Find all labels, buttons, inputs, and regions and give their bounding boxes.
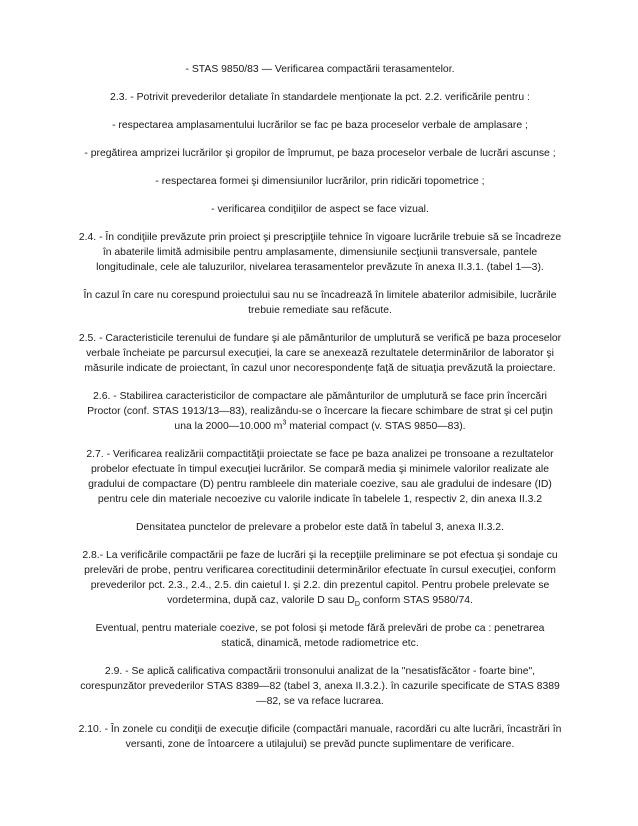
paragraph-2-5: 2.5. - Caracteristicile terenului de fundare şi ale pământurilor de umplutură se verifică pe baza proceselor verbale încheiate pe parcursul execuţiei, la care se anexează rezultatele determinărilor de laborator şi măsurile indicate de proiectant, în cazul unor necorespondenţe faţă de situaţia prevăzută la proiectare. (78, 333, 562, 374)
paragraph-2-7: 2.7. - Verificarea realizării compactităţii proiectate se face pe baza analizei pe tronsoane a rezultatelor probelor efectuate în timpul execuţiei lucrărilor. Se compară media şi minimele valorilor realizate ale gradului de compactare (D) pentru rambleele din materiale coezive, sau ale gradului de indesare (ID) pentru cele din materiale necoezive cu valorile indicate în tabelele 1, respectiv 2, din anexa II.3.2 (86, 449, 554, 505)
paragraph-ampriza: - pregătirea amprizei lucrărilor şi gropilor de împrumut, pe baza proceselor verbale de lucrări ascunse ; (84, 148, 556, 159)
paragraph-2-4: 2.4. - În condiţiile prevăzute prin proiect şi prescripţiile tehnice în vigoare lucrările trebuie să se încadreze în abaterile limită admisibile pentru amplasamente, dimensiunile secţiunii transversale, pantele longitudinale, cele ale taluzurilor, nivelarea terasamentelor prevăzute în anexa II.3.1. (tabel 1—3). (78, 232, 562, 273)
p26-text-end: material compact (v. STAS 9850—83). (286, 421, 466, 432)
paragraph-eventual: Eventual, pentru materiale coezive, se pot folosi şi metode fără prelevări de probe ca : penetrarea statică, dinamică, metode radiometrice etc. (95, 623, 545, 649)
paragraph-densitate: Densitatea punctelor de prelevare a probelor este dată în tabelul 3, anexa II.3.2. (136, 522, 504, 533)
document-page (78, 62, 562, 765)
paragraph-aspect: - verificarea condiţiilor de aspect se face vizual. (211, 204, 429, 215)
paragraph-2-3: 2.3. - Potrivit prevederilor detaliate în standardele menţionate la pct. 2.2. verificările pentru : (110, 92, 530, 103)
p26-text: 2.6. - Stabilirea caracteristicilor de compactare ale pământurilor de umplutură se face prin încercări Proctor (conf. STAS 1913/13—83), realizându-se o încercare la fiecare schimbare de strat şi cel puţin una la 2000—10.000 m (87, 391, 553, 432)
p28-text-end: conform STAS 9580/74. (359, 595, 473, 606)
p26-superscript: 3 (282, 419, 287, 427)
paragraph-forma: - respectarea formei şi dimensiunilor lucrărilor, prin ridicări topometrice ; (155, 176, 485, 187)
paragraph-2-8 (78, 548, 562, 608)
paragraph-stas-reference: - STAS 9850/83 — Verificarea compactării terasamentelor. (185, 64, 455, 75)
paragraph-2-6 (78, 389, 562, 434)
paragraph-amplasament: - respectarea amplasamentului lucrărilor se fac pe baza proceselor verbale de amplasare ; (112, 120, 528, 131)
paragraph-2-9: 2.9. - Se aplică calificativa compactării tronsonului analizat de la "nesatisfăcător - foarte bine", corespunzător prevederilor STAS 8389—82 (tabel 3, anexa II.3.2.). în cazurile specificate de STAS 8389—82, se va reface lucrarea. (80, 666, 560, 707)
p28-text: 2.8.- La verificările compactării pe faze de lucrări şi la recepţiile preliminare se pot efectua şi sondaje cu prelevări de probe, pentru verificarea corectitudinii determinărilor efectuate în cursul execuţiei, conform prevederilor pct. 2.3., 2.4., 2.5. din caietul I. şi 2.2. din prezentul capitol. Pentru probele prelevate se vordetermina, după caz, valorile D sau D (82, 550, 558, 606)
p28-subscript: D (354, 601, 360, 609)
paragraph-2-10: 2.10. - În zonele cu condiţii de execuţie dificile (compactări manuale, racordări cu alte lucrări, încastrări în versanti, zone de întoarcere a utilajului) se prevăd puncte suplimentare de verificare. (78, 724, 562, 750)
paragraph-remediere: În cazul în care nu corespund proiectului sau nu se încadrează în limitele abaterilor admisibile, lucrările trebuie remediate sau refăcute. (83, 290, 557, 316)
